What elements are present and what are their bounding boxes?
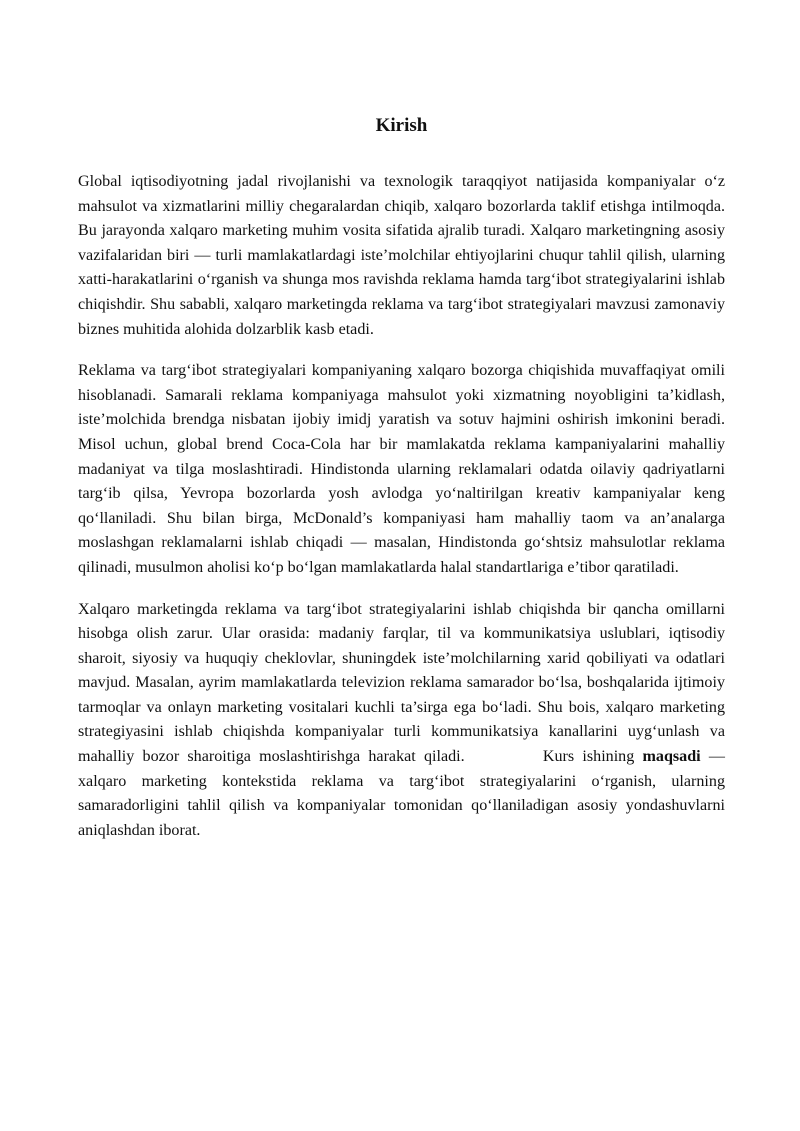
aim-text: — xalqaro marketing kontekstida reklama va targ‘ibot strategiyalarini o‘rganish, ularning samaradorligini tahlil qilish va kompaniyalar tomonidan qo‘llaniladigan asosiy yondashuvlarni aniqlashdan iborat. [78,748,725,839]
paragraph-factors-text: Xalqaro marketingda reklama va targ‘ibot strategiyalarini ishlab chiqishda bir qancha omillarni hisobga olish zarur. Ular orasida: madaniy farqlar, til va kommunikatsiya uslublari, iqtisodiy sharoit, siyosiy va huquqiy cheklovlar, shuningdek iste’molchilarning xarid qobiliyati va odatlari mavjud. Masalan, ayrim mamlakatlarda televizion reklama samarador bo‘lsa, boshqalarida ijtimoiy tarmoqlar va onlayn marketing vositalari kuchli ta’sirga ega bo‘ladi. Shu bois, xalqaro marketing strategiyasini ishlab chiqishda kompaniyalar turli kommunikatsiya kanallarini uyg‘unlash va mahalliy bozor sharoitiga moslashtirishga harakat qiladi. [78,600,725,766]
section-title: Kirish [375,115,428,136]
paragraph-factors-and-aim [78,598,725,844]
document-page [78,112,725,860]
aim-lead-text: Kurs ishining [542,748,635,766]
paragraph-advertising-role: Reklama va targ‘ibot strategiyalari kompaniyaning xalqaro bozorga chiqishida muvaffaqiyat omili hisoblanadi. Samarali reklama kompaniyaga mahsulot yoki xizmatning noyobligini ta’kidlash, iste’molchida brendga nisbatan ijobiy imidj yaratish va sotuv hajmini oshirish imkonini beradi. Misol uchun, global brend Coca-Cola har bir mamlakatda reklama kampaniyalarini mahalliy madaniyat va tilga moslashtiradi. Hindistonda ularning reklamalari odatda oilaviy qadriyatlarni targ‘ib qilsa, Yevropa bozorlarda yosh avlodga yo‘naltirilgan kreativ kampaniyalar keng qo‘llaniladi. Shu bilan birga, McDonald’s kompaniyasi ham mahalliy taom va an’analarga moslashgan reklamalarni ishlab chiqadi — masalan, Hindistonda go‘shtsiz mahsulotlar reklama qilinadi, musulmon aholisi ko‘p bo‘lgan mamlakatlarda halal standartlariga e’tibor qaratiladi. [78,362,725,576]
aim-keyword: maqsadi [642,748,701,766]
paragraph-introduction: Global iqtisodiyotning jadal rivojlanishi va texnologik taraqqiyot natijasida kompaniyalar o‘z mahsulot va xizmatlarini milliy chegaralardan chiqib, xalqaro bozorlarda taklif etishga intilmoqda. Bu jarayonda xalqaro marketing muhim vosita sifatida ajralib turadi. Xalqaro marketingning asosiy vazifalaridan biri — turli mamlakatlardagi iste’molchilar ehtiyojlarini chuqur tahlil qilish, ularning xatti-harakatlarini o‘rganish va shunga mos ravishda reklama hamda targ‘ibot strategiyalarini ishlab chiqishdir. Shu sababli, xalqaro marketingda reklama va targ‘ibot strategiyalari mavzusi zamonaviy biznes muhitida alohida dolzarblik kasb etadi. [78,173,725,338]
